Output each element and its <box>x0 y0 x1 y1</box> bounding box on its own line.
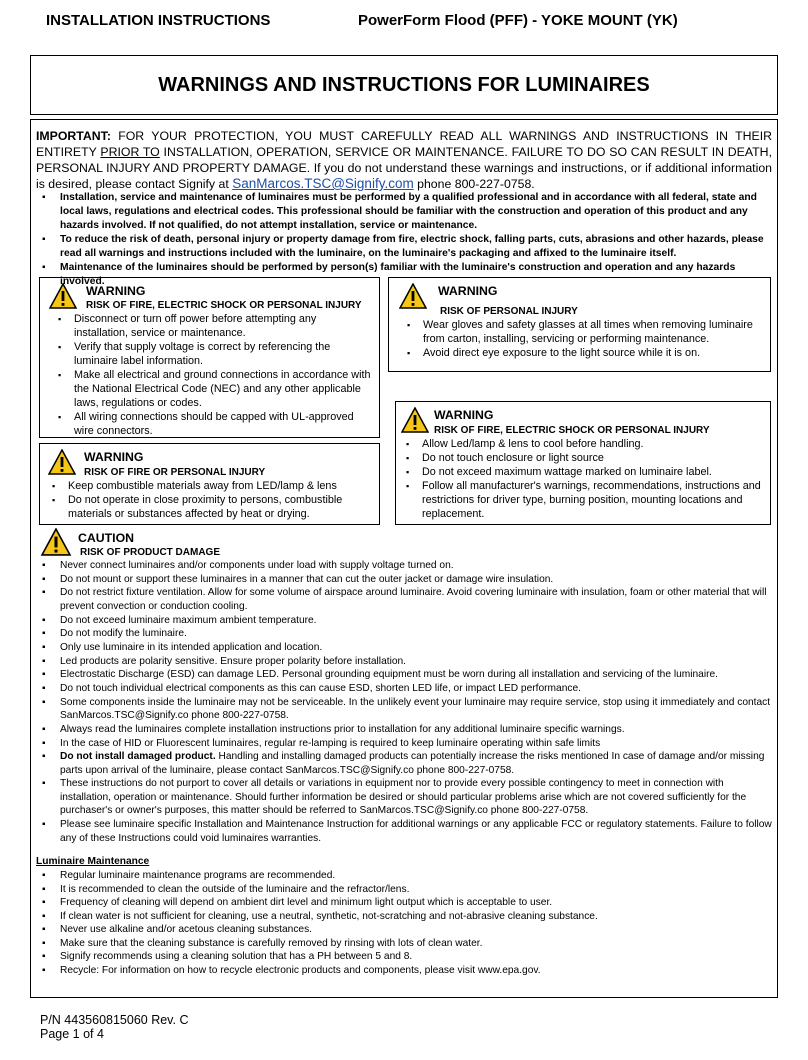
list-item: ▪ Do not exceed maximum wattage marked on luminaire label. <box>394 465 766 479</box>
damaged-label: Do not install damaged product. <box>60 751 216 763</box>
list-item: ▪ Make all electrical and ground connections in accordance with the National Electrical Code (NEC) and any other applicable laws, regulations or codes. <box>46 368 372 410</box>
warning-title: WARNING <box>84 450 144 464</box>
warning-triangle-icon <box>49 283 77 309</box>
list-item: ▪ Wear gloves and safety glasses at all times when removing luminaire from carton, installing, servicing or performing maintenance. <box>395 318 767 346</box>
list-item: ▪ To reduce the risk of death, personal injury or property damage from fire, electric shock, falling parts, cuts, abrasions and other hazards, please read all warnings and instructions included with the luminaire, on the luminaire's packaging and affixed to the luminaire itself. <box>36 233 772 261</box>
warning-list <box>40 479 370 521</box>
list-item: ▪ Installation, service and maintenance of luminaires must be performed by a qualified professional and in accordance with all federal, state and local laws, regulations and electrical codes. This professional should be familiar with the construction and operation of this product and any hazards involved. If not qualified, do not attempt installation, service or maintenance. <box>36 191 772 233</box>
list-item: ▪ Make sure that the cleaning substance is carefully removed by rinsing with lots of clean water. <box>36 937 772 951</box>
warning-triangle-icon <box>401 407 429 433</box>
list-item: ▪ Disconnect or turn off power before attempting any installation, service or maintenance. <box>46 312 372 340</box>
intro-underlined: PRIOR TO <box>100 145 160 159</box>
general-bullets <box>36 191 772 289</box>
warning-title: WARNING <box>438 284 498 298</box>
email-link[interactable]: SanMarcos.TSC@Signify.com <box>232 176 414 191</box>
list-item: ▪ Do not exceed luminaire maximum ambient temperature. <box>36 614 772 628</box>
page-number: Page 1 of 4 <box>40 1027 104 1041</box>
warning-subtitle: RISK OF FIRE, ELECTRIC SHOCK OR PERSONAL INJURY <box>86 300 362 311</box>
damaged-text: Handling and installing damaged products can potentially increase the risks mentioned In case of damage and/or missing parts upon arrival of the luminaire, please contact SanMarcos.TSC@Signify.co phone 800-227-0758. <box>60 751 765 776</box>
warning-title: WARNING <box>434 408 494 422</box>
list-item: ▪ Please see luminaire specific Installation and Maintenance Instruction for additional warnings or any applicable FCC or regulatory statements. Failure to follow any of these Instructions could void luminaires warranties. <box>36 818 772 845</box>
list-item: ▪ Never use alkaline and/or acetous cleaning substances. <box>36 923 772 937</box>
list-item: ▪ Maintenance of the luminaires should be performed by person(s) familiar with the luminaire's construction and operation and any hazards involved. <box>36 261 772 289</box>
intro-paragraph <box>36 128 772 192</box>
list-item: ▪ Led products are polarity sensitive. Ensure proper polarity before installation. <box>36 655 772 669</box>
footer <box>40 1013 188 1041</box>
list-item: ▪ All wiring connections should be capped with UL-approved wire connectors. <box>46 410 372 438</box>
list-item: ▪ These instructions do not purport to cover all details or variations in equipment nor to provide every possible contingency to meet in connection with installation, operation or maintenance. Should further information be desired or should particular problems arise which are not covered sufficiently for the purchaser's or owner's purposes, this matter should be referred to SanMarcos.TSC@Signify.co phone 800-227-0758. <box>36 777 772 818</box>
list-item: ▪ Frequency of cleaning will depend on ambient dirt level and minimum light output which is acceptable to user. <box>36 896 772 910</box>
list-item: ▪ Do not touch individual electrical components as this can cause ESD, shorten LED life, or impact LED performance. <box>36 682 772 696</box>
list-item: ▪ Do not touch enclosure or light source <box>394 451 766 465</box>
warning-subtitle: RISK OF PERSONAL INJURY <box>440 306 578 317</box>
list-item: ▪ Avoid direct eye exposure to the light source while it is on. <box>395 346 767 360</box>
intro-text-2: INSTALLATION, OPERATION, SERVICE OR MAINTENANCE. FAILURE TO DO SO CAN RESULT IN DEATH, PERSONAL INJURY AND PROPERTY DAMAGE. If you do not understand these warnings and instructions, or if additional information is desired, please contact Signify at <box>36 145 772 191</box>
list-item: ▪ It is recommended to clean the outside of the luminaire and the refractor/lens. <box>36 883 772 897</box>
warning-triangle-icon <box>399 283 427 309</box>
list-item: ▪ Never connect luminaires and/or components under load with supply voltage turned on. <box>36 559 772 573</box>
list-item: ▪ Electrostatic Discharge (ESD) can damage LED. Personal grounding equipment must be worn during all installation and servicing of the luminaire. <box>36 668 772 682</box>
important-label: IMPORTANT: <box>36 129 111 143</box>
page-title: WARNINGS AND INSTRUCTIONS FOR LUMINAIRES <box>30 55 778 115</box>
list-item: ▪ Recycle: For information on how to recycle electronic products and components, please visit www.epa.gov. <box>36 964 772 978</box>
list-item: ▪ Verify that supply voltage is correct by referencing the luminaire label information. <box>46 340 372 368</box>
list-item <box>36 750 772 777</box>
warning-title: WARNING <box>86 284 146 298</box>
list-item: ▪ Do not restrict fixture ventilation. Allow for some volume of airspace around luminaire. Avoid covering luminaire with insulation, foam or other material that will prevent convection or conduction cooling. <box>36 586 772 613</box>
warning-triangle-icon <box>48 449 76 475</box>
list-item: ▪ Do not operate in close proximity to persons, combustible materials or substances affected by heat or drying. <box>40 493 370 521</box>
list-item: ▪ Follow all manufacturer's warnings, recommendations, instructions and restrictions for driver type, burning position, mounting locations and replacement. <box>394 479 766 521</box>
list-item: ▪ Only use luminaire in its intended application and location. <box>36 641 772 655</box>
caution-triangle-icon <box>40 528 72 556</box>
intro-phone: phone 800-227-0758. <box>413 177 535 191</box>
header-left: INSTALLATION INSTRUCTIONS <box>46 12 271 29</box>
list-item: ▪ Always read the luminaires complete installation instructions prior to installation for any additional luminaire specific warnings. <box>36 723 772 737</box>
list-item: ▪ Do not modify the luminaire. <box>36 627 772 641</box>
intro-text-1: FOR YOUR PROTECTION, YOU MUST CAREFULLY READ ALL WARNINGS AND INSTRUCTIONS IN THEIR ENTIRETY <box>36 129 772 159</box>
caution-subtitle: RISK OF PRODUCT DAMAGE <box>80 547 220 558</box>
list-item: ▪ Allow Led/lamp & lens to cool before handling. <box>394 437 766 451</box>
maintenance-list <box>36 869 772 977</box>
warning-subtitle: RISK OF FIRE OR PERSONAL INJURY <box>84 467 266 478</box>
list-item: ▪ Some components inside the luminaire may not be serviceable. In the unlikely event your luminaire may require service, stop using it immediately and contact SanMarcos.TSC@Signify.co phone 800-227-0758. <box>36 696 772 723</box>
warning-box-electric-2 <box>395 401 771 525</box>
warning-list <box>395 318 767 360</box>
caution-list <box>36 559 772 845</box>
maintenance-heading: Luminaire Maintenance <box>36 856 150 867</box>
warning-box-electric <box>39 277 380 438</box>
list-item: ▪ Do not mount or support these luminaires in a manner that can cut the outer jacket or damage wire insulation. <box>36 573 772 587</box>
warning-list <box>394 437 766 521</box>
header-right: PowerForm Flood (PFF) - YOKE MOUNT (YK) <box>358 12 678 29</box>
warning-box-personal <box>388 277 771 372</box>
caution-title: CAUTION <box>78 531 135 545</box>
warning-list <box>46 312 372 438</box>
part-number: P/N 443560815060 Rev. C <box>40 1013 189 1027</box>
warning-subtitle: RISK OF FIRE, ELECTRIC SHOCK OR PERSONAL INJURY <box>434 425 710 436</box>
list-item: ▪ If clean water is not sufficient for cleaning, use a neutral, synthetic, not-scratching and not-abrasive cleaning substance. <box>36 910 772 924</box>
list-item: ▪ Regular luminaire maintenance programs are recommended. <box>36 869 772 883</box>
warning-box-fire <box>39 443 380 525</box>
list-item: ▪ In the case of HID or Fluorescent luminaires, regular re-lamping is required to keep luminaire operating within safe limits <box>36 737 772 751</box>
list-item: ▪ Keep combustible materials away from LED/lamp & lens <box>40 479 370 493</box>
list-item: ▪ Signify recommends using a cleaning solution that has a PH between 5 and 8. <box>36 950 772 964</box>
